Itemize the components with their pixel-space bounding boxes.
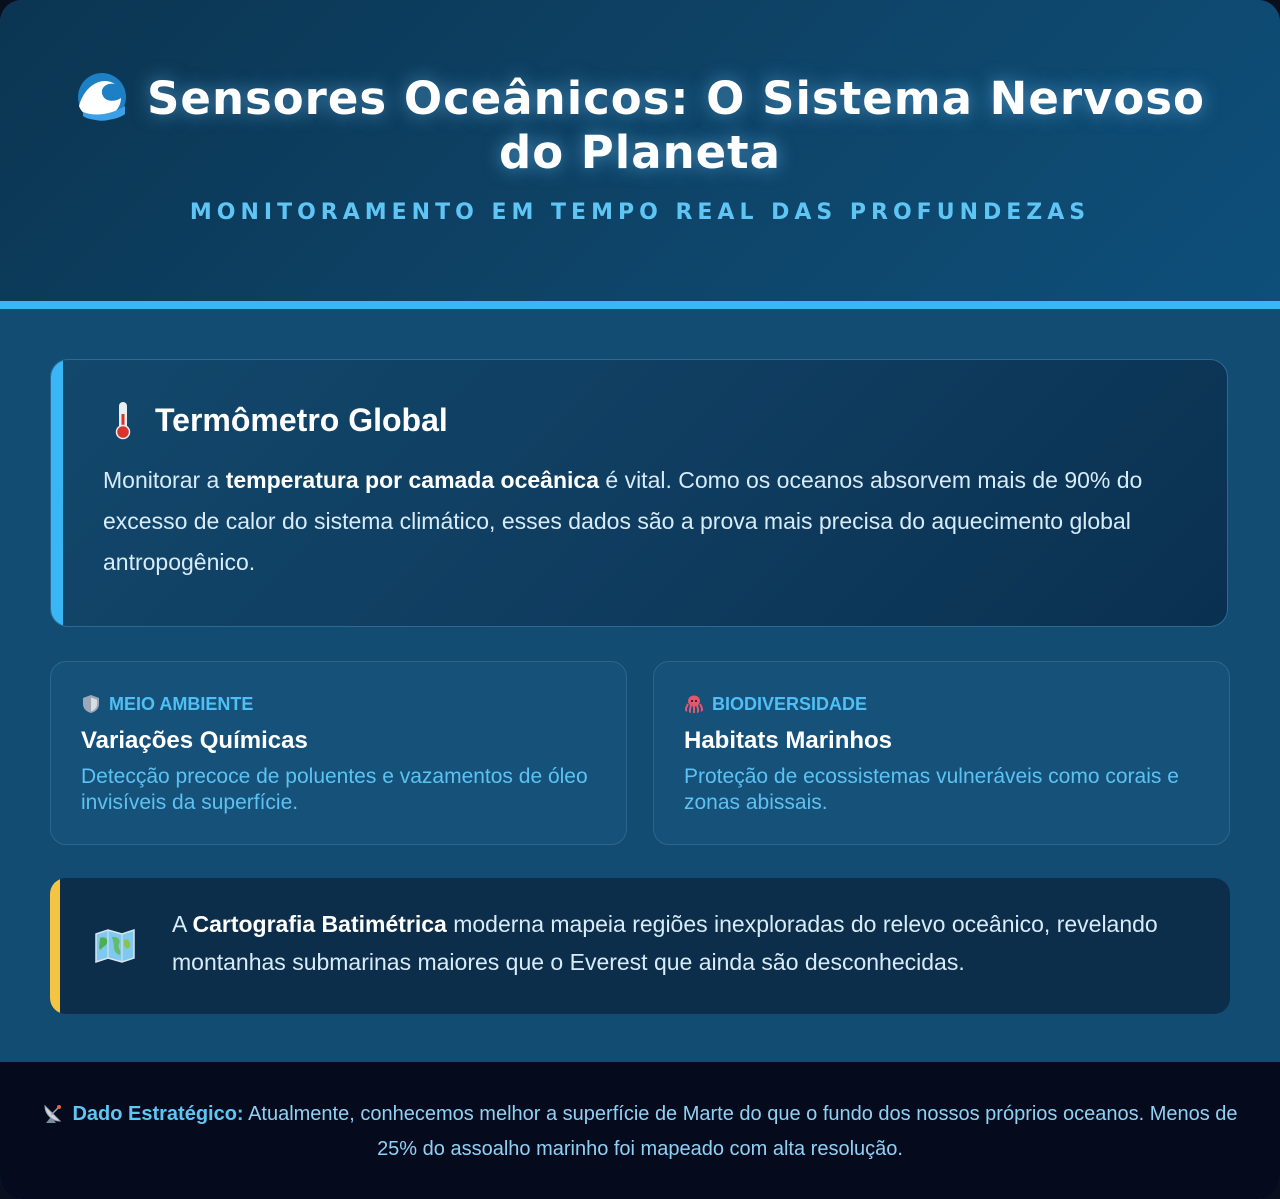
card-title: Habitats Marinhos bbox=[684, 727, 893, 754]
card-accent-bar bbox=[50, 878, 60, 1014]
global-thermometer-card bbox=[50, 359, 1228, 627]
page-title bbox=[60, 72, 1220, 180]
card-title: Termômetro Global bbox=[155, 402, 448, 438]
title-text: Sensores Oceânicos: O Sistema Nervoso do Planeta bbox=[147, 72, 1205, 179]
card-body bbox=[172, 905, 1202, 981]
card-accent-bar bbox=[51, 360, 63, 626]
footer-label: Dado Estratégico: bbox=[72, 1103, 244, 1125]
card-title: Variações Químicas bbox=[81, 727, 308, 754]
world-map-icon bbox=[94, 928, 136, 964]
satellite-antenna-icon bbox=[42, 1102, 66, 1124]
body-text: moderna mapeia regiões inexploradas do relevo oceânico, revelando montanhas submarinas maiores que o Everest que ainda são desconhecidas. bbox=[172, 911, 1158, 975]
tag-label: MEIO AMBIENTE bbox=[109, 694, 254, 714]
wave-icon bbox=[75, 72, 129, 122]
card-body bbox=[103, 460, 1183, 583]
footer-text bbox=[40, 1097, 1240, 1167]
body-text: Monitorar a bbox=[103, 467, 226, 493]
environment-card bbox=[50, 661, 627, 845]
footer bbox=[0, 1062, 1280, 1199]
body-text: A bbox=[172, 911, 193, 937]
octopus-icon bbox=[684, 694, 704, 714]
card-tag bbox=[684, 692, 867, 716]
header bbox=[0, 0, 1280, 301]
card-tag bbox=[81, 692, 253, 716]
body-emphasis: temperatura por camada oceânica bbox=[225, 467, 599, 493]
body-text: é vital. Como os oceanos absorvem mais de 90% do excesso de calor do sistema climático, esses dados são a prova mais precisa do aquecimento global antropogênico. bbox=[103, 467, 1143, 575]
card-description: Detecção precoce de poluentes e vazamentos de óleo invisíveis da superfície. bbox=[81, 765, 588, 814]
body-emphasis: Cartografia Batimétrica bbox=[192, 911, 447, 937]
shield-icon bbox=[81, 694, 101, 714]
biodiversity-card bbox=[653, 661, 1230, 845]
page-subtitle: MONITORAMENTO EM TEMPO REAL DAS PROFUNDEZAS bbox=[189, 200, 1091, 225]
footer-body: Atualmente, conhecemos melhor a superfície de Marte do que o fundo dos nossos próprios oceanos. Menos de 25% do assoalho marinho foi mapeado com alta resolução. bbox=[243, 1103, 1238, 1160]
thermometer-icon bbox=[115, 400, 131, 440]
header-divider bbox=[0, 301, 1280, 309]
card-description: Proteção de ecossistemas vulneráveis como corais e zonas abissais. bbox=[684, 765, 1179, 814]
tag-label: BIODIVERSIDADE bbox=[712, 694, 868, 714]
bathymetry-card bbox=[50, 878, 1230, 1014]
